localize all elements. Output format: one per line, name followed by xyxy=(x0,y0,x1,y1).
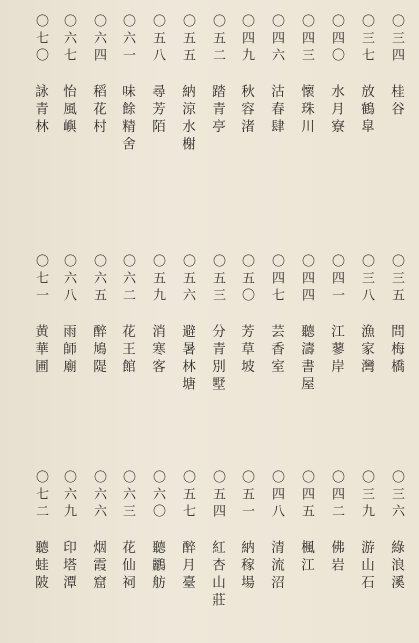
entry-page-number: 〇六三 xyxy=(120,470,135,521)
entry-page-number: 〇六四 xyxy=(91,14,106,65)
entry-title: 稻花村 xyxy=(90,84,106,137)
entry-page-number: 〇三四 xyxy=(389,14,404,65)
entry-title: 桂谷 xyxy=(388,84,404,119)
entry-page-number: 〇三六 xyxy=(389,470,404,521)
entry-title: 尋芳陌 xyxy=(149,84,165,137)
entry-title: 雨師廟 xyxy=(60,324,76,377)
entry-title: 水月寮 xyxy=(328,84,344,137)
entry-page-number: 〇四〇 xyxy=(329,14,344,65)
entry-page-number: 〇三八 xyxy=(359,254,374,305)
entry-page-number: 〇四七 xyxy=(269,254,284,305)
entry-title: 味餘精舍 xyxy=(119,84,135,154)
entry-title: 紅杏山莊 xyxy=(209,540,225,610)
entry-page-number: 〇七一 xyxy=(33,254,48,305)
entry-page-number: 〇五八 xyxy=(150,14,165,65)
entry-title: 花仙祠 xyxy=(119,540,135,593)
entry-page-number: 〇四八 xyxy=(269,470,284,521)
entry-title: 黄華圃 xyxy=(32,324,48,377)
entry-title: 芳草坡 xyxy=(238,324,254,377)
entry-page-number: 〇四九 xyxy=(239,14,254,65)
entry-page-number: 〇五六 xyxy=(180,254,195,305)
entry-page-number: 〇五〇 xyxy=(239,254,254,305)
entry-title: 楓江 xyxy=(298,540,314,575)
entry-title: 聽濤書屋 xyxy=(298,324,314,394)
entry-page-number: 〇四三 xyxy=(299,14,314,65)
entry-title: 沽春肆 xyxy=(268,84,284,137)
entry-title: 分青別墅 xyxy=(209,324,225,394)
entry-page-number: 〇六一 xyxy=(120,14,135,65)
entry-title: 醉鳩隄 xyxy=(90,324,106,377)
entry-page-number: 〇七〇 xyxy=(33,14,48,65)
entry-page-number: 〇五九 xyxy=(150,254,165,305)
entry-title: 避暑林塘 xyxy=(179,324,195,394)
entry-page-number: 〇三七 xyxy=(359,14,374,65)
entry-title: 放鶴皐 xyxy=(358,84,374,137)
entry-page-number: 〇五二 xyxy=(210,14,225,65)
entry-page-number: 〇六六 xyxy=(91,470,106,521)
entry-page-number: 〇五三 xyxy=(210,254,225,305)
entry-title: 烟霞窟 xyxy=(90,540,106,593)
entry-title: 聽蛙陂 xyxy=(32,540,48,593)
entry-title: 花王館 xyxy=(119,324,135,377)
entry-title: 問梅橋 xyxy=(388,324,404,377)
entry-page-number: 〇七二 xyxy=(33,470,48,521)
entry-title: 印塔潭 xyxy=(60,540,76,593)
entry-page-number: 〇四四 xyxy=(299,254,314,305)
entry-title: 納稼場 xyxy=(238,540,254,593)
toc-block-3 xyxy=(0,470,419,640)
entry-title: 芸香室 xyxy=(268,324,284,377)
entry-title: 漁家灣 xyxy=(358,324,374,377)
entry-page-number: 〇五四 xyxy=(210,470,225,521)
entry-page-number: 〇六五 xyxy=(91,254,106,305)
entry-title: 怡風嶼 xyxy=(60,84,76,137)
entry-page-number: 〇四一 xyxy=(329,254,344,305)
entry-title: 懷珠川 xyxy=(298,84,314,137)
entry-title: 踏青亭 xyxy=(209,84,225,137)
entry-page-number: 〇六〇 xyxy=(150,470,165,521)
entry-page-number: 〇五七 xyxy=(180,470,195,521)
entry-title: 游山石 xyxy=(358,540,374,593)
entry-title: 綠浪溪 xyxy=(388,540,404,593)
entry-title: 醉月臺 xyxy=(179,540,195,593)
entry-page-number: 〇六八 xyxy=(61,254,76,305)
entry-title: 納涼水榭 xyxy=(179,84,195,154)
entry-title: 清流沼 xyxy=(268,540,284,593)
entry-page-number: 〇四五 xyxy=(299,470,314,521)
entry-page-number: 〇六七 xyxy=(61,14,76,65)
entry-page-number: 〇四六 xyxy=(269,14,284,65)
entry-page-number: 〇六九 xyxy=(61,470,76,521)
entry-title: 消寒客 xyxy=(149,324,165,377)
entry-page-number: 〇三五 xyxy=(389,254,404,305)
entry-page-number: 〇五一 xyxy=(239,470,254,521)
entry-title: 秋容渚 xyxy=(238,84,254,137)
entry-page-number: 〇五五 xyxy=(180,14,195,65)
entry-title: 佛岩 xyxy=(328,540,344,575)
entry-page-number: 〇四二 xyxy=(329,470,344,521)
entry-title: 江蓼岸 xyxy=(328,324,344,377)
toc-block-2 xyxy=(0,254,419,434)
entry-title: 詠青林 xyxy=(32,84,48,137)
entry-title: 聽鸝舫 xyxy=(149,540,165,593)
entry-page-number: 〇六二 xyxy=(120,254,135,305)
entry-page-number: 〇三九 xyxy=(359,470,374,521)
toc-block-1 xyxy=(0,14,419,194)
